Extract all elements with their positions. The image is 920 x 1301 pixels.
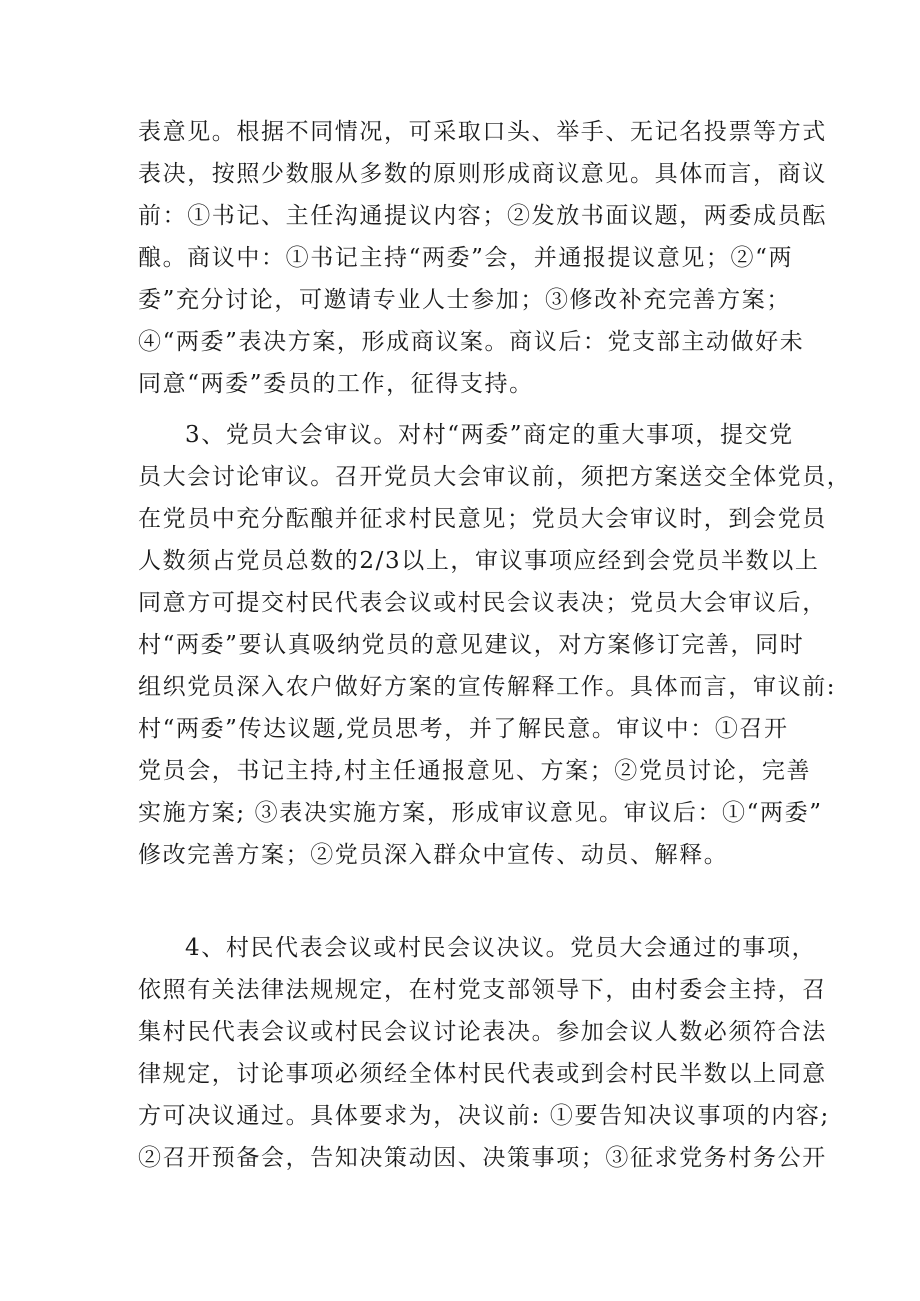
text-line: 党员会，书记主持,村主任通报意见、方案；②党员讨论，完善 [138,758,812,784]
text-line: 3、党员大会审议。对村“两委”商定的重大事项，提交党 [185,422,794,448]
text-line: 委”充分讨论，可邀请专业人士参加；③修改补充完善方案； [138,287,791,313]
text-line: 依照有关法律法规规定，在村党支部领导下，由村委会主持，召 [138,977,827,1003]
document-body [138,111,852,1179]
text-line: 员大会讨论审议。召开党员大会审议前，须把方案送交全体党员， [138,464,852,490]
text-line: ②召开预备会，告知决策动因、决策事项；③征求党务村务公开 [138,1145,827,1171]
paragraph-spacer [138,405,798,414]
text-line: 集村民代表会议或村民会议讨论表决。参加会议人数必须符合法 [138,1019,827,1045]
text-line: 村“两委”要认真吸纳党员的意见建议，对方案修订完善，同时 [138,632,805,658]
paragraph-spacer [138,918,798,927]
text-line: 表意见。根据不同情况，可采取口头、举手、无记名投票等方式 [138,119,827,145]
paragraph-1 [138,111,827,405]
text-line: 同意方可提交村民代表会议或村民会议表决；党员大会审议后， [138,590,827,616]
text-line: 方可决议通过。具体要求为，决议前: ①要告知决议事项的内容; [138,1103,830,1129]
text-line: 村“两委”传达议题,党员思考，并了解民意。审议中：①召开 [138,716,789,742]
text-line: 酿。商议中：①书记主持“两委”会，并通报提议意见；②“两 [138,245,794,271]
text-line [138,876,798,918]
text-line: 实施方案; ③表决实施方案，形成审议意见。审议后：①“两委” [138,800,823,826]
paragraph-2 [138,414,852,918]
text-line: 在党员中充分酝酿并征求村民意见；党员大会审议时，到会党员 [138,506,827,532]
text-line: 同意“两委”委员的工作，征得支持。 [138,371,534,397]
text-line: 律规定，讨论事项必须经全体村民代表或到会村民半数以上同意 [138,1061,827,1087]
text-line: 修改完善方案；②党员深入群众中宣传、动员、解释。 [138,842,729,868]
text-line: 表决，按照少数服从多数的原则形成商议意见。具体而言，商议 [138,161,827,187]
text-line: 4、村民代表会议或村民会议决议。党员大会通过的事项， [185,935,817,961]
text-line: 前：①书记、主任沟通提议内容；②发放书面议题，两委成员酝 [138,203,827,229]
text-line: 人数须占党员总数的2/3以上，审议事项应经到会党员半数以上 [138,548,820,574]
text-line: ④“两委”表决方案，形成商议案。商议后：党支部主动做好未 [138,329,805,355]
paragraph-3 [138,927,830,1179]
text-line: 组织党员深入农户做好方案的宣传解释工作。具体而言，审议前: [138,674,837,700]
